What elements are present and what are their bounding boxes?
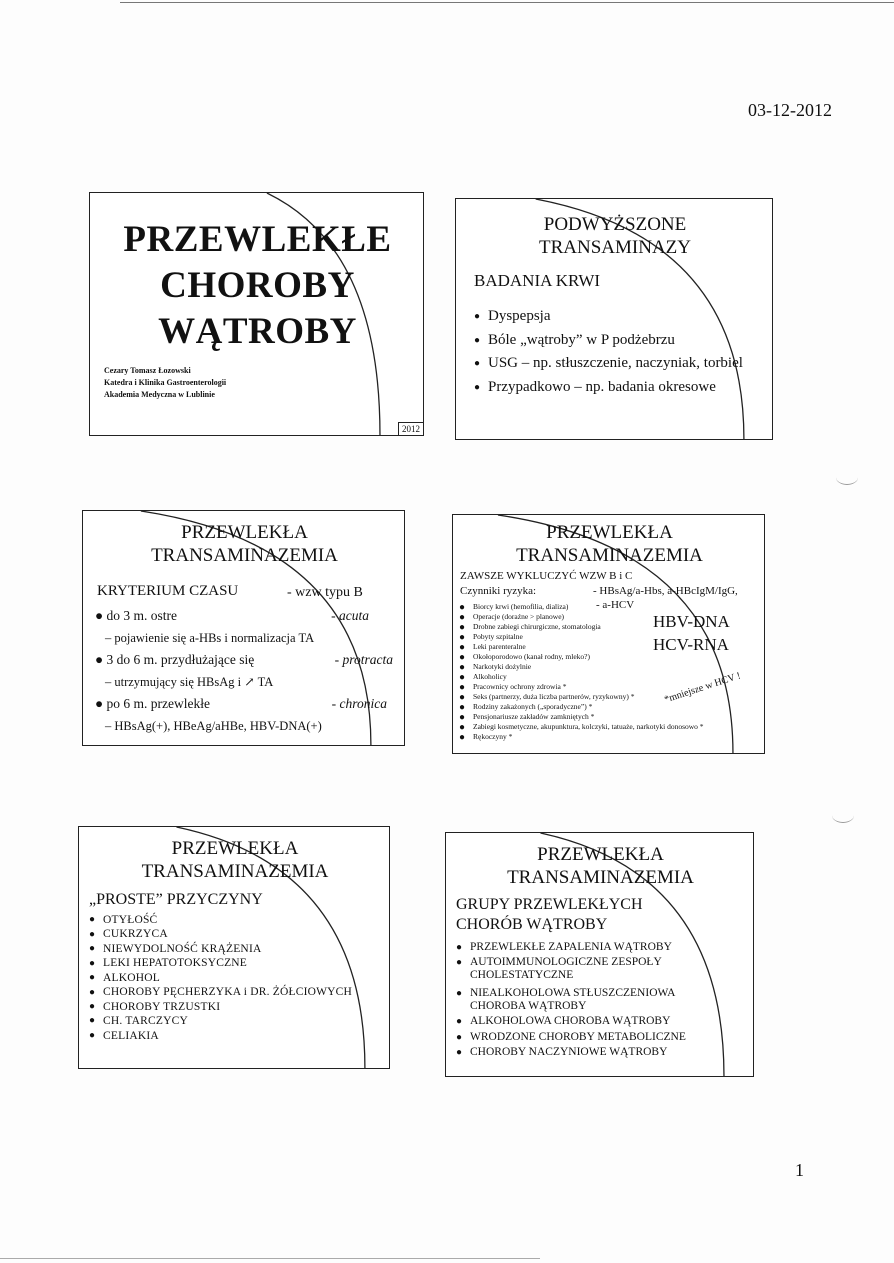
slide-subtitle <box>456 895 643 935</box>
list-item: ● Biorcy krwi (hemofilia, dializa) <box>459 602 704 612</box>
list-item: ● do 3 m. ostre - acuta <box>95 608 369 623</box>
scan-bottom-edge <box>0 1258 540 1259</box>
slide-4 <box>452 514 765 754</box>
symptom-list <box>474 305 743 400</box>
slide-title <box>456 213 773 259</box>
list-item: ● NIEALKOHOLOWA STŁUSZCZENIOWA CHOROBA WĄTROBY <box>456 987 686 1013</box>
title-line: PRZEWLEKŁE <box>123 219 392 260</box>
slide-2 <box>455 198 773 440</box>
subtitle-line: CHORÓB WĄTROBY <box>456 916 608 933</box>
slide-title <box>83 521 405 567</box>
slide-title <box>79 837 390 883</box>
title-line: PRZEWLEKŁA <box>181 522 308 543</box>
list-subitem: – utrzymujący się HBsAg i ↗ TA <box>105 675 274 689</box>
list-item: ● Leki parenteralne <box>459 642 704 652</box>
criterion-list <box>91 605 399 737</box>
punch-hole-mark <box>832 808 854 823</box>
hcv-rna-label: HCV-RNA <box>653 635 729 654</box>
list-item: ● USG – np. stłuszczenie, naczyniak, torbiel <box>474 352 743 376</box>
list-item: ● Rodziny zakażonych („sporadyczne”) * <box>459 702 704 712</box>
hbv-dna-label: HBV-DNA <box>653 612 730 631</box>
list-item: ● 3 do 6 m. przydłużające się - protracta <box>95 652 393 667</box>
scan-top-edge <box>120 2 894 3</box>
page-number: 1 <box>795 1160 804 1180</box>
punch-hole-mark <box>836 470 858 485</box>
risk-lab-note: - HBsAg/a-Hbs, a-HBcIgM/IgG, <box>593 585 738 597</box>
risk-factors-label: Czynniki ryzyka: <box>460 585 537 597</box>
list-item: ● CHOROBY NACZYNIOWE WĄTROBY <box>456 1046 686 1059</box>
disease-groups-list <box>456 941 686 1059</box>
list-subitem: – pojawienie się a-HBs i normalizacja TA <box>105 631 315 645</box>
list-item: ● Alkoholicy <box>459 672 704 682</box>
author-block <box>104 365 226 401</box>
slide-title <box>446 843 754 889</box>
list-item: ● NIEWYDOLNOŚĆ KRĄŻENIA <box>89 942 352 956</box>
risk-lab-note: - a-HCV <box>596 599 635 611</box>
list-item: ● ALKOHOLOWA CHOROBA WĄTROBY <box>456 1015 686 1028</box>
slide-title <box>453 521 765 567</box>
criterion-note: - wzw typu B <box>287 585 363 600</box>
list-item: ● CHOROBY TRZUSTKI <box>89 1000 352 1014</box>
list-item: ● Pensjonariusze zakładów zamkniętych * <box>459 712 704 722</box>
title-line: TRANSAMINAZEMIA <box>141 861 329 882</box>
title-line: WĄTROBY <box>158 311 357 352</box>
title-line: PRZEWLEKŁA <box>171 838 299 859</box>
list-item: ● LEKI HEPATOTOKSYCZNE <box>89 956 352 970</box>
title-line: TRANSAMINAZEMIA <box>507 867 694 888</box>
author-name: Cezary Tomasz Łozowski <box>104 366 191 375</box>
hcv-note: *mniejsze w HCV ! <box>663 670 743 706</box>
list-item: ● ALKOHOL <box>89 971 352 985</box>
slide-subtitle: BADANIA KRWI <box>474 271 601 290</box>
slide-subtitle: „PROSTE” PRZYCZYNY <box>89 891 263 908</box>
title-line: TRANSAMINAZEMIA <box>516 545 703 566</box>
list-item: ● Narkotyki dożylnie <box>459 662 704 672</box>
slide-title <box>90 217 424 355</box>
list-item: ● Bóle „wątroby” w P podżebrzu <box>474 329 743 353</box>
exclude-note: ZAWSZE WYKLUCZYĆ WZW B i C <box>460 570 633 582</box>
list-item: ● Seks (partnerzy, duża liczba partnerów, ryzykowny) * <box>459 692 704 702</box>
list-item: ● Dyspepsja <box>474 305 743 329</box>
institution: Akademia Medyczna w Lublinie <box>104 390 215 399</box>
list-item: ● Okołoporodowo (kanał rodny, mleko?) <box>459 652 704 662</box>
list-item: ● Operacje (doraźne > planowe) <box>459 612 704 622</box>
title-line: PODWYŻSZONE <box>543 214 687 235</box>
slide-1 <box>89 192 424 436</box>
list-item: ● Drobne zabiegi chirurgiczne, stomatologia <box>459 622 704 632</box>
list-item: ● WRODZONE CHOROBY METABOLICZNE <box>456 1031 686 1044</box>
list-item: ● PRZEWLEKŁE ZAPALENIA WĄTROBY <box>456 941 686 954</box>
slide-year: 2012 <box>398 422 423 435</box>
title-line: PRZEWLEKŁA <box>537 844 664 865</box>
list-item: ● CH. TARCZYCY <box>89 1014 352 1028</box>
list-item: ● po 6 m. przewlekłe - chronica <box>95 696 387 711</box>
title-line: CHOROBY <box>160 265 355 306</box>
list-item: ● Pracownicy ochrony zdrowia * <box>459 682 704 692</box>
causes-list <box>89 913 352 1043</box>
list-item: ● Przypadkowo – np. badania okresowe <box>474 376 743 400</box>
list-item: ● Rękoczyny * <box>459 732 704 742</box>
title-line: TRANSAMINAZEMIA <box>151 545 338 566</box>
slide-6 <box>445 832 754 1077</box>
slide-3 <box>82 510 405 746</box>
title-line: TRANSAMINAZY <box>539 237 691 258</box>
list-item: ● CHOROBY PĘCHERZYKA i DR. ŻÓŁCIOWYCH <box>89 985 352 999</box>
list-item: ● CUKRZYCA <box>89 927 352 941</box>
page-date: 03-12-2012 <box>748 100 832 120</box>
subtitle-line: GRUPY PRZEWLEKŁYCH <box>456 896 643 913</box>
list-item: ● AUTOIMMUNOLOGICZNE ZESPOŁY CHOLESTATYCZNE <box>456 956 686 982</box>
risk-factor-list <box>459 602 704 742</box>
list-subitem: – HBsAg(+), HBeAg/aHBe, HBV-DNA(+) <box>105 719 322 733</box>
department: Katedra i Klinika Gastroenterologii <box>104 378 227 387</box>
list-item: ● Zabiegi kosmetyczne, akupunktura, kolczyki, tatuaże, narkotyki donosowo * <box>459 722 704 732</box>
list-item: ● CELIAKIA <box>89 1029 352 1043</box>
title-line: PRZEWLEKŁA <box>546 522 673 543</box>
list-item: ● Pobyty szpitalne <box>459 632 704 642</box>
criterion-heading: KRYTERIUM CZASU <box>97 583 239 599</box>
slide-5 <box>78 826 390 1069</box>
list-item: ● OTYŁOŚĆ <box>89 913 352 927</box>
